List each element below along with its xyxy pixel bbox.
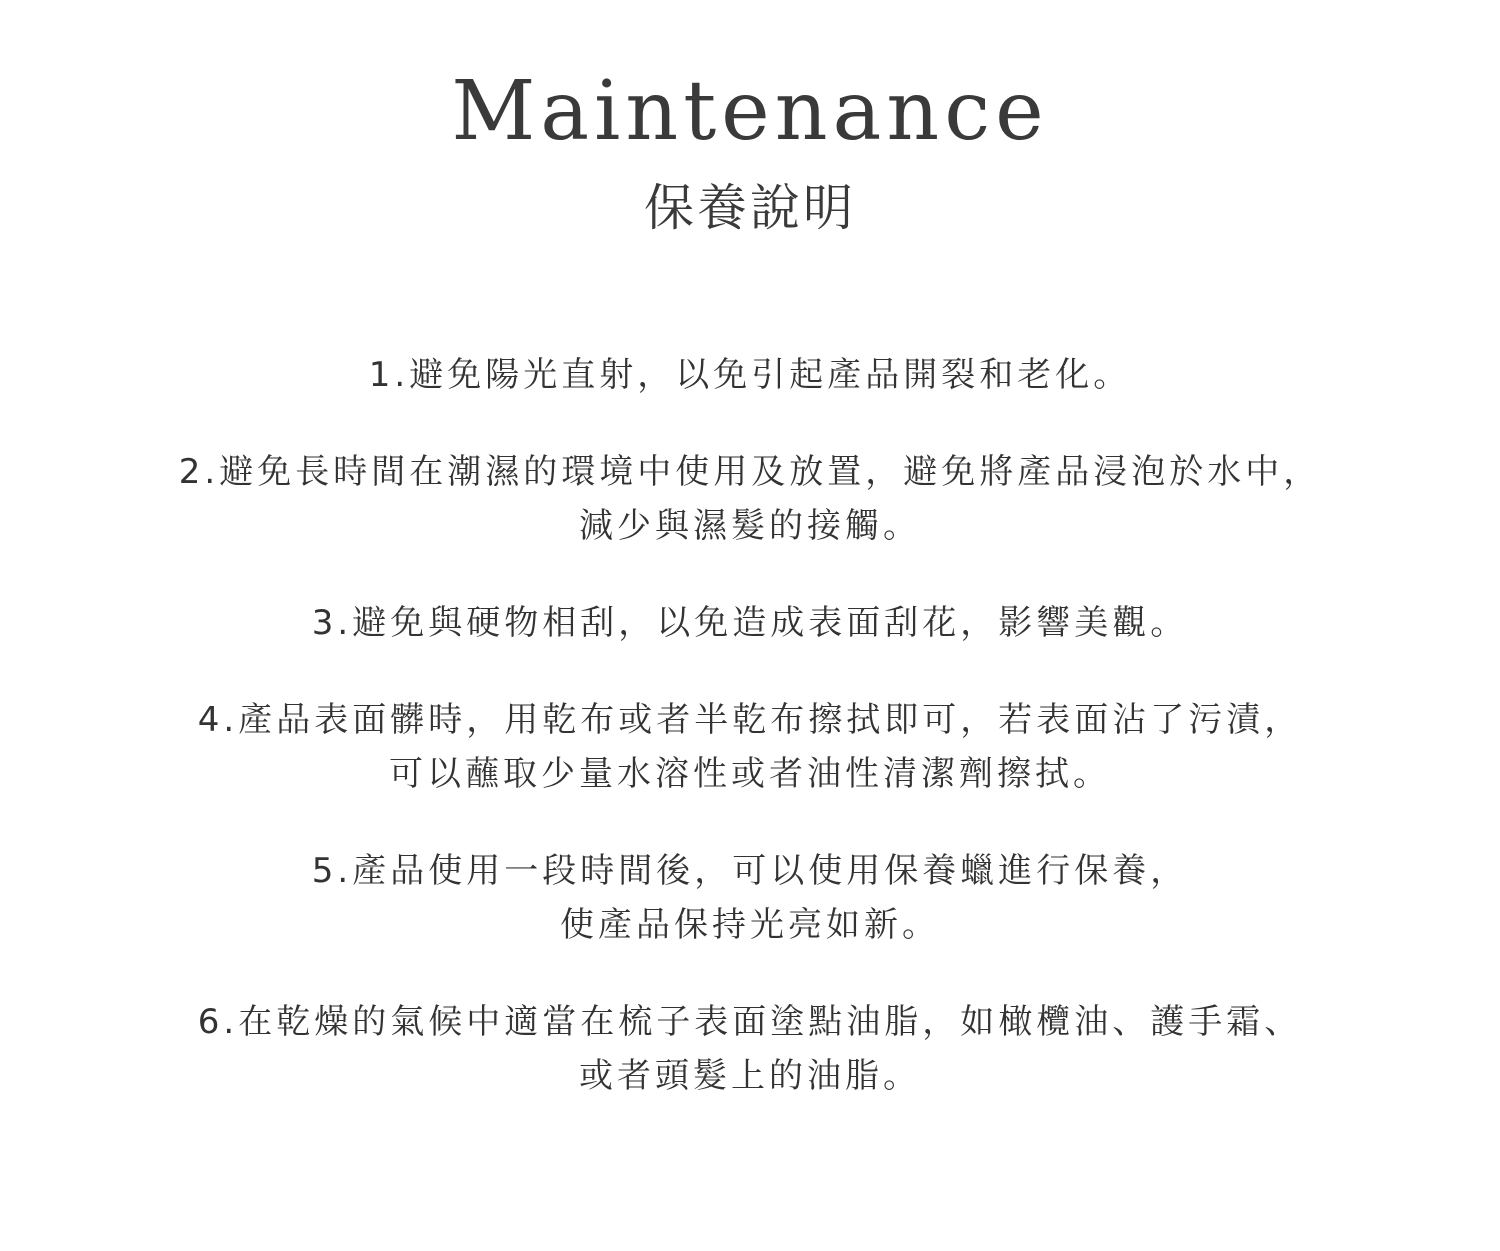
maintenance-item-3-line-1: 3.避免與硬物相刮，以免造成表面刮花，影響美觀。 <box>311 603 1189 643</box>
maintenance-item-2-line-1: 2.避免長時間在潮濕的環境中使用及放置，避免將產品浸泡於水中， <box>178 452 1322 492</box>
maintenance-item-4-line-1: 4.產品表面髒時，用乾布或者半乾布擦拭即可，若表面沾了污漬， <box>197 700 1303 740</box>
maintenance-item-2 <box>0 445 1500 553</box>
maintenance-item-2-line-2: 減少與濕髮的接觸。 <box>579 506 921 546</box>
maintenance-item-6 <box>0 995 1500 1103</box>
maintenance-item-4-line-2: 可以蘸取少量水溶性或者油性清潔劑擦拭。 <box>389 754 1111 794</box>
maintenance-item-5-line-1: 5.產品使用一段時間後，可以使用保養蠟進行保養， <box>311 851 1189 891</box>
maintenance-item-6-line-2: 或者頭髮上的油脂。 <box>579 1056 921 1096</box>
maintenance-item-3 <box>0 596 1500 650</box>
maintenance-item-1 <box>0 348 1500 402</box>
page-title: Maintenance <box>451 64 1049 159</box>
maintenance-item-6-line-1: 6.在乾燥的氣候中適當在梳子表面塗點油脂，如橄欖油、護手霜、 <box>197 1002 1303 1042</box>
maintenance-item-5-line-2: 使產品保持光亮如新。 <box>560 905 940 945</box>
maintenance-list <box>0 348 1500 1146</box>
maintenance-item-1-line-1: 1.避免陽光直射，以免引起產品開裂和老化。 <box>368 355 1132 395</box>
maintenance-item-5 <box>0 844 1500 952</box>
page-subtitle: 保養說明 <box>644 179 856 237</box>
maintenance-item-4 <box>0 693 1500 801</box>
